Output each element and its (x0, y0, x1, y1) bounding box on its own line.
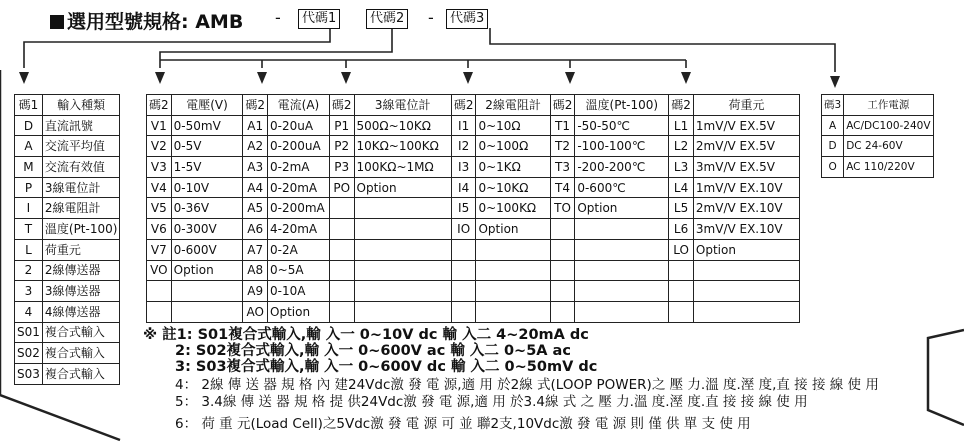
range-cell (693, 301, 799, 322)
range-row (147, 115, 800, 136)
range-cell: V7 (147, 239, 172, 260)
input-type-cell: T (15, 219, 43, 240)
power-header-cell: 工作電源 (844, 95, 933, 116)
range-cell: Option (354, 177, 451, 198)
range-cell (451, 239, 476, 260)
range-cell (451, 301, 476, 322)
range-cell: 4-20mA (268, 219, 330, 240)
range-cell (329, 198, 354, 219)
range-cell (550, 260, 575, 281)
range-cell: TO (550, 198, 575, 219)
dash-2: - (428, 8, 434, 27)
power-cell: AC/DC100-240V (844, 115, 933, 136)
range-cell (354, 281, 451, 302)
range-cell: 1-5V (171, 157, 243, 178)
input-type-cell: M (15, 157, 43, 178)
range-cell: 0-600℃ (575, 177, 669, 198)
range-cell: Option (171, 260, 243, 281)
range-cell (329, 260, 354, 281)
range-cell: P2 (329, 136, 354, 157)
range-cell: 0-20mA (268, 177, 330, 198)
input-type-row (15, 198, 120, 219)
range-cell: AO (243, 301, 268, 322)
range-cell: T4 (550, 177, 575, 198)
note-1: ※ 註1: S01複合式輸入,輸 入一 0~10V dc 輸 入二 4~20mA dc (143, 327, 589, 343)
range-cell: A5 (243, 198, 268, 219)
range-cell: 0-2A (268, 239, 330, 260)
range-cell: L6 (669, 219, 694, 240)
range-row (147, 136, 800, 157)
range-cell (669, 301, 694, 322)
range-cell: 0~5A (268, 260, 330, 281)
dash-1: - (275, 8, 281, 27)
input-type-cell: 溫度(Pt-100) (42, 219, 120, 240)
range-cell: 2mV/V EX.10V (693, 198, 799, 219)
power-row (822, 115, 934, 136)
range-header-cell: 碼2 (243, 95, 268, 116)
input-type-row (15, 239, 120, 260)
range-cell (354, 239, 451, 260)
range-cell (451, 281, 476, 302)
range-cell: A9 (243, 281, 268, 302)
range-cell (476, 301, 550, 322)
range-cell: 0-300V (171, 219, 243, 240)
note-4: 4： 2線 傳 送 器 規 格 內 建24Vdc激 發 電 源,適 用 於2線 式(LOOP POWER)之 壓 力.溫 度.溼 度,直 接 接 線 使 用 (175, 377, 879, 393)
range-header-cell: 碼2 (147, 95, 172, 116)
range-cell (575, 260, 669, 281)
range-cell: T3 (550, 157, 575, 178)
note-6: 6： 荷 重 元(Load Cell)之5Vdc激 發 電 源 可 並 聯2支,10Vdc激 發 電 源 則 僅 供 單 支 使 用 (175, 416, 751, 432)
input-type-header-cell: 輸入種類 (42, 95, 120, 116)
input-type-row (15, 115, 120, 136)
range-row (147, 157, 800, 178)
input-type-header-cell: 碼1 (15, 95, 43, 116)
range-cell (550, 219, 575, 240)
range-cell: 0-600V (171, 239, 243, 260)
range-cell: 0~1KΩ (476, 157, 550, 178)
power-row (822, 136, 934, 157)
range-cell: VO (147, 260, 172, 281)
range-cell: 0-10V (171, 177, 243, 198)
range-cell: I3 (451, 157, 476, 178)
range-cell: Option (476, 219, 550, 240)
range-cell: -50-50℃ (575, 115, 669, 136)
range-cell (476, 281, 550, 302)
range-cell: A3 (243, 157, 268, 178)
range-cell: V2 (147, 136, 172, 157)
range-header-cell: 碼2 (451, 95, 476, 116)
input-type-row (15, 343, 120, 364)
range-cell: 100KΩ~1MΩ (354, 157, 451, 178)
code2-connector (160, 28, 392, 68)
range-cell: P3 (329, 157, 354, 178)
range-cell: 0-5V (171, 136, 243, 157)
input-type-cell: 複合式輸入 (42, 343, 120, 364)
range-cell (693, 281, 799, 302)
input-type-cell: 交流平均值 (42, 136, 120, 157)
power-cell: DC 24-60V (844, 136, 933, 157)
range-cell (575, 219, 669, 240)
input-type-cell: S03 (15, 363, 43, 384)
range-cell: 0-2mA (268, 157, 330, 178)
range-cell: 0~100Ω (476, 136, 550, 157)
range-cell: A4 (243, 177, 268, 198)
model-spec-title (50, 7, 243, 34)
input-type-cell: A (15, 136, 43, 157)
range-cell: T1 (550, 115, 575, 136)
range-cell: I2 (451, 136, 476, 157)
input-type-row (15, 219, 120, 240)
range-cell: I1 (451, 115, 476, 136)
range-cell: I5 (451, 198, 476, 219)
input-type-cell: 4 (15, 301, 43, 322)
range-cell (354, 260, 451, 281)
range-cell: Option (575, 198, 669, 219)
range-cell: 0~10Ω (476, 115, 550, 136)
range-cell: 10KΩ~100KΩ (354, 136, 451, 157)
input-type-row (15, 322, 120, 343)
range-cell (147, 301, 172, 322)
range-cell (550, 239, 575, 260)
input-type-cell: 3線傳送器 (42, 281, 120, 302)
range-cell: Option (268, 301, 330, 322)
range-cell (147, 281, 172, 302)
range-cell: A1 (243, 115, 268, 136)
range-cell (354, 301, 451, 322)
range-row (147, 260, 800, 281)
code2-box: 代碼2 (366, 9, 408, 29)
input-type-table (14, 94, 120, 385)
range-cell (329, 239, 354, 260)
code3-box: 代碼3 (446, 9, 488, 29)
range-cell (171, 301, 243, 322)
range-cell: L4 (669, 177, 694, 198)
range-header-row (147, 95, 800, 116)
range-cell: IO (451, 219, 476, 240)
power-supply-table (821, 94, 934, 178)
range-cell: L2 (669, 136, 694, 157)
power-cell: D (822, 136, 844, 157)
input-type-row (15, 260, 120, 281)
range-row (147, 239, 800, 260)
range-cell (329, 301, 354, 322)
range-cell (451, 260, 476, 281)
note-5: 5： 3.4線 傳 送 器 規 格 提 供24Vdc激 發 電 源,適 用 於3.4線 式 之 壓 力.溫 度.溼 度.直 接 接 線 使 用 (175, 394, 808, 410)
range-cell (550, 281, 575, 302)
range-cell: 0-20uA (268, 115, 330, 136)
range-cell: -100-100℃ (575, 136, 669, 157)
range-cell: 0-36V (171, 198, 243, 219)
range-cell: 500Ω~10KΩ (354, 115, 451, 136)
range-cell: 0-50mV (171, 115, 243, 136)
input-type-cell: 2線傳送器 (42, 260, 120, 281)
range-cell: V4 (147, 177, 172, 198)
input-type-cell: 2 (15, 260, 43, 281)
input-type-cell: 3 (15, 281, 43, 302)
range-cell: V6 (147, 219, 172, 240)
input-type-cell: S01 (15, 322, 43, 343)
range-header-cell: 3線電位計 (354, 95, 451, 116)
range-cell: I4 (451, 177, 476, 198)
range-cell: A6 (243, 219, 268, 240)
input-type-cell: 直流訊號 (42, 115, 120, 136)
input-type-cell: D (15, 115, 43, 136)
range-cell: 1mV/V EX.5V (693, 115, 799, 136)
range-cell (329, 219, 354, 240)
code2-range-table (146, 94, 800, 323)
range-cell: Option (693, 239, 799, 260)
range-cell (476, 260, 550, 281)
range-cell: P1 (329, 115, 354, 136)
range-cell (575, 301, 669, 322)
range-header-cell: 碼2 (550, 95, 575, 116)
range-header-cell: 溫度(Pt-100) (575, 95, 669, 116)
range-cell: A2 (243, 136, 268, 157)
input-type-row (15, 363, 120, 384)
power-cell: O (822, 157, 844, 178)
power-cell: A (822, 115, 844, 136)
range-cell: V1 (147, 115, 172, 136)
range-cell: 2mV/V EX.5V (693, 136, 799, 157)
code1-connector (24, 28, 330, 68)
range-cell (476, 239, 550, 260)
range-cell (354, 198, 451, 219)
square-bullet-icon (50, 15, 64, 29)
input-type-row (15, 136, 120, 157)
range-row (147, 281, 800, 302)
range-cell (693, 260, 799, 281)
range-header-cell: 電流(A) (268, 95, 330, 116)
range-cell (669, 281, 694, 302)
range-cell: 0~10KΩ (476, 177, 550, 198)
code3-connector (490, 28, 835, 72)
range-cell: 0~100KΩ (476, 198, 550, 219)
range-cell (329, 281, 354, 302)
input-type-cell: L (15, 239, 43, 260)
power-cell: AC 110/220V (844, 157, 933, 178)
code1-box: 代碼1 (298, 9, 340, 29)
range-header-cell: 碼2 (329, 95, 354, 116)
note-3: 3: S03複合式輸入,輸 入一 0~600V dc 輸 入二 0~50mV dc (175, 359, 598, 375)
range-row (147, 301, 800, 322)
range-row (147, 198, 800, 219)
input-type-cell: 2線電阻計 (42, 198, 120, 219)
input-type-cell: 3線電位計 (42, 177, 120, 198)
range-cell: L5 (669, 198, 694, 219)
input-type-cell: 複合式輸入 (42, 363, 120, 384)
power-header-row (822, 95, 934, 116)
range-cell (550, 301, 575, 322)
input-type-row (15, 177, 120, 198)
range-cell (575, 239, 669, 260)
range-cell: V5 (147, 198, 172, 219)
input-type-cell: P (15, 177, 43, 198)
range-cell: -200-200℃ (575, 157, 669, 178)
frame-right (928, 330, 964, 425)
input-type-cell: 荷重元 (42, 239, 120, 260)
range-cell: 0-10A (268, 281, 330, 302)
power-header-cell: 碼3 (822, 95, 844, 116)
range-cell: L3 (669, 157, 694, 178)
range-cell: 3mV/V EX.5V (693, 157, 799, 178)
range-cell: 3mV/V EX.10V (693, 219, 799, 240)
range-cell: A7 (243, 239, 268, 260)
note-2: 2: S02複合式輸入,輸 入一 0~600V ac 輸 入二 0~5A ac (175, 343, 571, 359)
input-type-row (15, 281, 120, 302)
input-type-cell: S02 (15, 343, 43, 364)
power-row (822, 157, 934, 178)
range-cell: L1 (669, 115, 694, 136)
input-type-cell: 4線傳送器 (42, 301, 120, 322)
range-cell: 1mV/V EX.10V (693, 177, 799, 198)
range-cell: V3 (147, 157, 172, 178)
range-cell: 0-200mA (268, 198, 330, 219)
input-type-row (15, 157, 120, 178)
range-cell (575, 281, 669, 302)
input-type-cell: 複合式輸入 (42, 322, 120, 343)
input-type-row (15, 301, 120, 322)
range-row (147, 219, 800, 240)
range-cell: T2 (550, 136, 575, 157)
range-cell: 0-200uA (268, 136, 330, 157)
range-header-cell: 荷重元 (693, 95, 799, 116)
range-cell: LO (669, 239, 694, 260)
input-type-cell: I (15, 198, 43, 219)
range-header-cell: 電壓(V) (171, 95, 243, 116)
input-type-header-row (15, 95, 120, 116)
range-header-cell: 2線電阻計 (476, 95, 550, 116)
title-text: 選用型號規格: AMB (67, 11, 244, 33)
range-cell (171, 281, 243, 302)
range-cell (669, 260, 694, 281)
range-cell: PO (329, 177, 354, 198)
range-cell (354, 219, 451, 240)
range-row (147, 177, 800, 198)
input-type-cell: 交流有效值 (42, 157, 120, 178)
range-header-cell: 碼2 (669, 95, 694, 116)
range-cell: A8 (243, 260, 268, 281)
